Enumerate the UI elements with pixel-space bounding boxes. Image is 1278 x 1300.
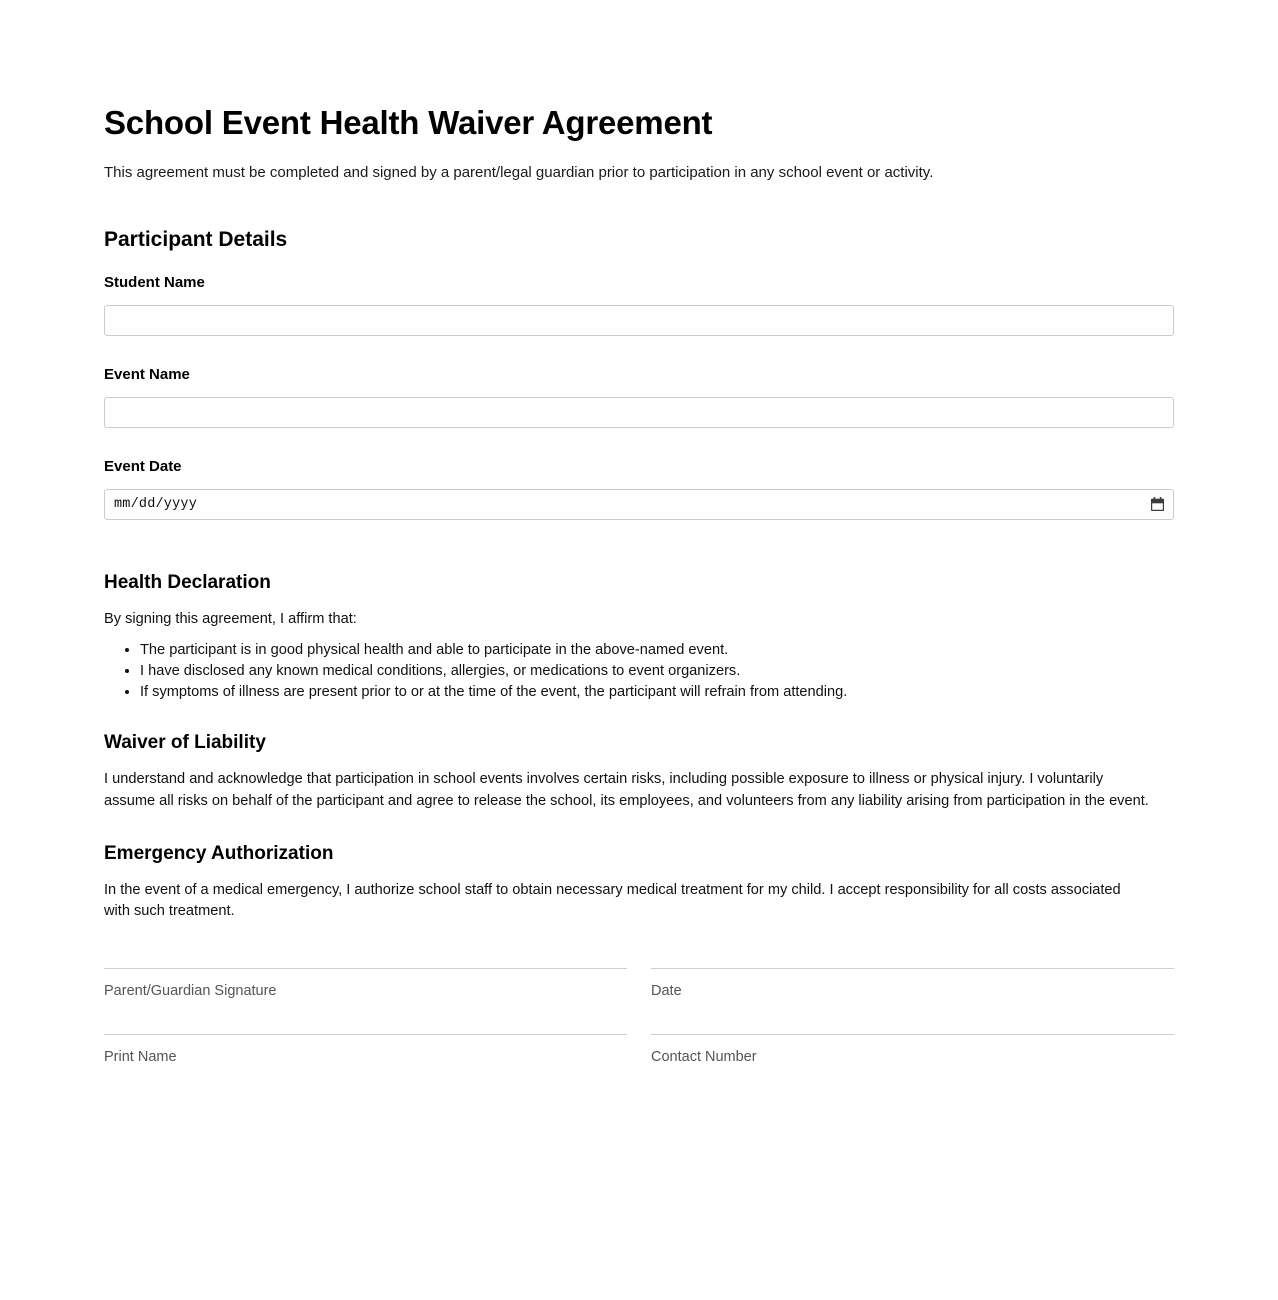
student-name-label: Student Name [104, 273, 205, 291]
page-subtitle: This agreement must be completed and signed by a parent/legal guardian prior to participation in any school event or activity. [104, 163, 934, 181]
page-title: School Event Health Waiver Agreement [104, 104, 713, 141]
contact-number-label: Contact Number [651, 1048, 757, 1065]
event-name-input[interactable] [104, 397, 1174, 428]
health-declaration-section [104, 572, 1174, 703]
event-name-field-block [104, 366, 1174, 428]
event-date-field-block [104, 458, 1174, 520]
student-name-input[interactable] [104, 305, 1174, 336]
calendar-icon[interactable] [1151, 497, 1164, 511]
event-name-label: Event Name [104, 365, 190, 383]
parent-guardian-signature-label: Parent/Guardian Signature [104, 982, 277, 999]
waiver-of-liability-body: I understand and acknowledge that participation in school events involves certain risks, including possible exposure to illness or physical injury. I voluntarily assume all risks on behalf of the participant and agree to release the school, its employees, and volunteers from any liability arising from participation in the event. [104, 771, 1149, 810]
list-item: • I have disclosed any known medical conditions, allergies, or medications to event organizers. [140, 661, 1174, 682]
list-item: • If symptoms of illness are present prior to or at the time of the event, the participant will refrain from attending. [140, 682, 1174, 703]
emergency-authorization-heading: Emergency Authorization [104, 842, 334, 864]
participant-details-section [104, 228, 1174, 520]
emergency-authorization-section [104, 843, 1174, 923]
emergency-authorization-body: In the event of a medical emergency, I authorize school staff to obtain necessary medical treatment for my child. I accept responsibility for all costs associated with such treatment. [104, 881, 1121, 920]
parent-guardian-signature-line[interactable] [104, 968, 627, 1034]
event-date-label: Event Date [104, 457, 182, 475]
participant-details-title: Participant Details [104, 227, 288, 251]
list-item: • The participant is in good physical health and able to participate in the above-named event. [140, 640, 1174, 661]
health-declaration-intro: By signing this agreement, I affirm that: [104, 610, 357, 627]
health-declaration-list [104, 640, 1174, 702]
signature-date-label: Date [651, 982, 682, 999]
event-date-input[interactable] [104, 489, 1174, 520]
signature-date-line[interactable] [651, 968, 1174, 1034]
student-name-field-block [104, 274, 1174, 336]
event-date-input-wrapper [104, 489, 1174, 520]
contact-number-line[interactable] [651, 1034, 1174, 1100]
health-declaration-heading: Health Declaration [104, 571, 271, 593]
print-name-label: Print Name [104, 1048, 177, 1065]
print-name-line[interactable] [104, 1034, 627, 1100]
waiver-of-liability-section [104, 732, 1174, 812]
waiver-of-liability-heading: Waiver of Liability [104, 732, 266, 754]
signature-block [104, 968, 1174, 1100]
